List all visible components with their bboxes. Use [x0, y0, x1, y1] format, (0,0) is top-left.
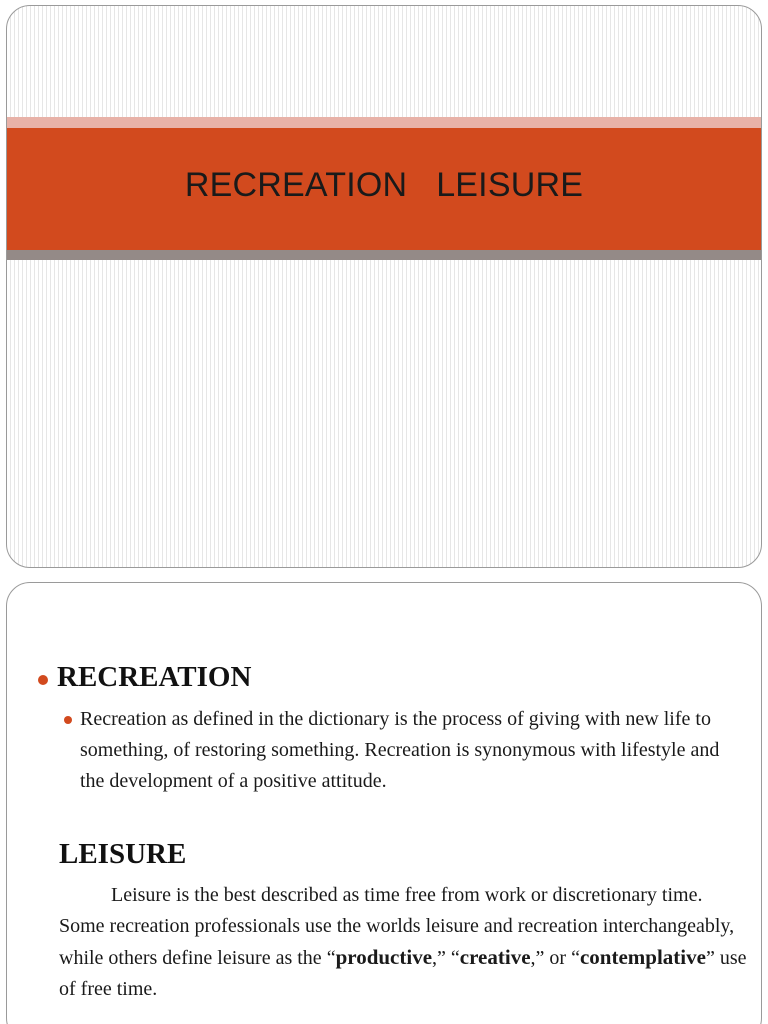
leisure-body-end: ” use of free time.: [59, 947, 747, 1000]
leisure-body-start: Leisure is the best described as time free from work or discretionary time. Some recreation professionals use the worlds leisure and recreation interchangeably, while others define leisure as the: [59, 884, 735, 969]
title-slide: [6, 5, 762, 568]
term-productive: productive: [335, 945, 433, 969]
term-creative: creative: [459, 945, 531, 969]
content-slide: [6, 582, 762, 1024]
accent-band-bottom: [7, 250, 761, 260]
separator-2: ,” or “: [530, 947, 580, 969]
sub-bullet-dot-icon: [64, 716, 72, 724]
quote-open: “: [326, 947, 336, 969]
recreation-definition: Recreation as defined in the dictionary is the process of giving with new life to something, of restoring something. Recreation is synonymous with lifestyle and the development of a positive attitude.: [80, 708, 720, 792]
bullet-dot-icon: [38, 675, 48, 685]
leisure-definition: [59, 880, 749, 1005]
leisure-heading: LEISURE: [59, 838, 187, 870]
accent-band-top: [7, 117, 761, 128]
term-contemplative: contemplative: [579, 945, 706, 969]
recreation-heading: RECREATION: [57, 661, 252, 693]
separator-1: ,” “: [432, 947, 460, 969]
slide-title: RECREATION LEISURE: [184, 166, 584, 204]
